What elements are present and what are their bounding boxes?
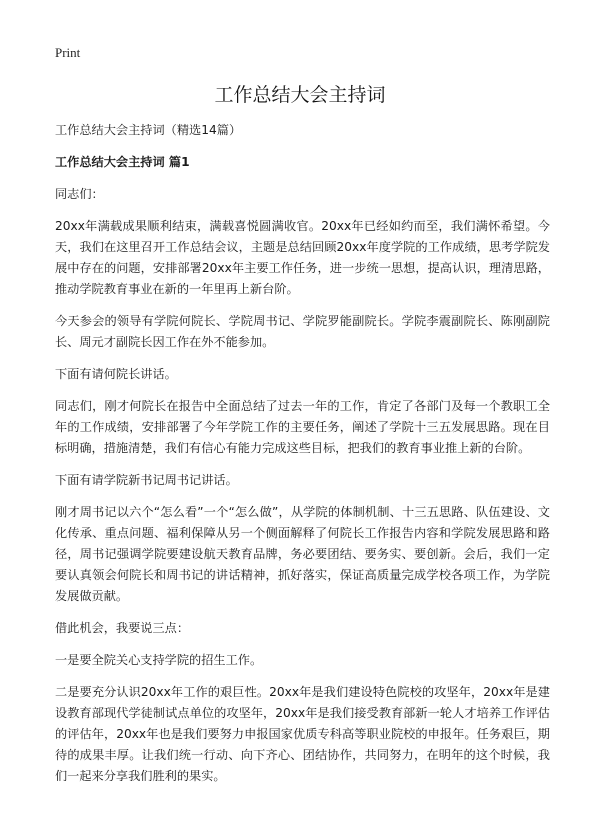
paragraph-invite-he: 下面有请何院长讲话。 xyxy=(55,367,177,381)
paragraph-attendees: 今天参会的领导有学院何院长、学院周书记、学院罗能副院长。学院李震副院长、陈刚副院长、周元才副院长因工作在外不能参加。 xyxy=(55,314,550,349)
paragraph-three-points: 借此机会，我要说三点： xyxy=(55,621,190,635)
paragraph-point-two: 二是要充分认识20xx年工作的艰巨性。20xx年是我们建设特色院校的攻坚年，20xx年是建设教育部现代学徒制试点单位的攻坚年，20xx年是我们接受教育部新一轮人才培养工作评估的评估年，20xx年也是我们要努力申报国家优质专科高等职业院校的申报年。任务艰巨，期待的成果丰厚。让我们统一行动、向下齐心、团结协作，共同努力，在明年的这个时候，我们一起来分享我们胜利的果实。 xyxy=(55,685,550,783)
page-title: 工作总结大会主持词 xyxy=(214,84,386,106)
paragraph-invite-zhou: 下面有请学院新书记周书记讲话。 xyxy=(55,473,238,487)
document-body xyxy=(55,120,550,798)
paragraph-greeting: 同志们： xyxy=(55,187,104,201)
print-link[interactable]: Print xyxy=(55,45,81,60)
subtitle: 工作总结大会主持词（精选14篇） xyxy=(55,123,242,137)
section-heading: 工作总结大会主持词 篇1 xyxy=(55,155,190,169)
paragraph-opening: 20xx年满载成果顺利结束，满载喜悦圆满收官。20xx年已经如约而至，我们满怀希望。今天，我们在这里召开工作总结会议，主题是总结回顾20xx年度学院的工作成绩，思考学院发展中存在的问题，安排部署20xx年主要工作任务，进一步统一思想，提高认识，理清思路，推动学院教育事业在新的一年里再上新台阶。 xyxy=(55,219,550,296)
paragraph-summary-he: 同志们，刚才何院长在报告中全面总结了过去一年的工作，肯定了各部门及每一个教职工全年的工作成绩，安排部署了今年学院工作的主要任务，阐述了学院十三五发展思路。现在目标明确，措施清楚，我们有信心有能力完成这些目标，把我们的教育事业推上新的台阶。 xyxy=(55,399,550,455)
paragraph-summary-zhou: 刚才周书记以六个“怎么看”一个“怎么做”，从学院的体制机制、十三五思路、队伍建设、文化传承、重点问题、福利保障从另一个侧面解释了何院长工作报告内容和学院发展思路和路径，周书记强调学院要建设航天教育品牌，务必要团结、要务实、要创新。会后，我们一定要认真领会何院长和周书记的讲话精神，抓好落实，保证高质量完成学校各项工作，为学院发展做贡献。 xyxy=(55,505,550,603)
paragraph-point-one: 一是要全院关心支持学院的招生工作。 xyxy=(55,653,263,667)
